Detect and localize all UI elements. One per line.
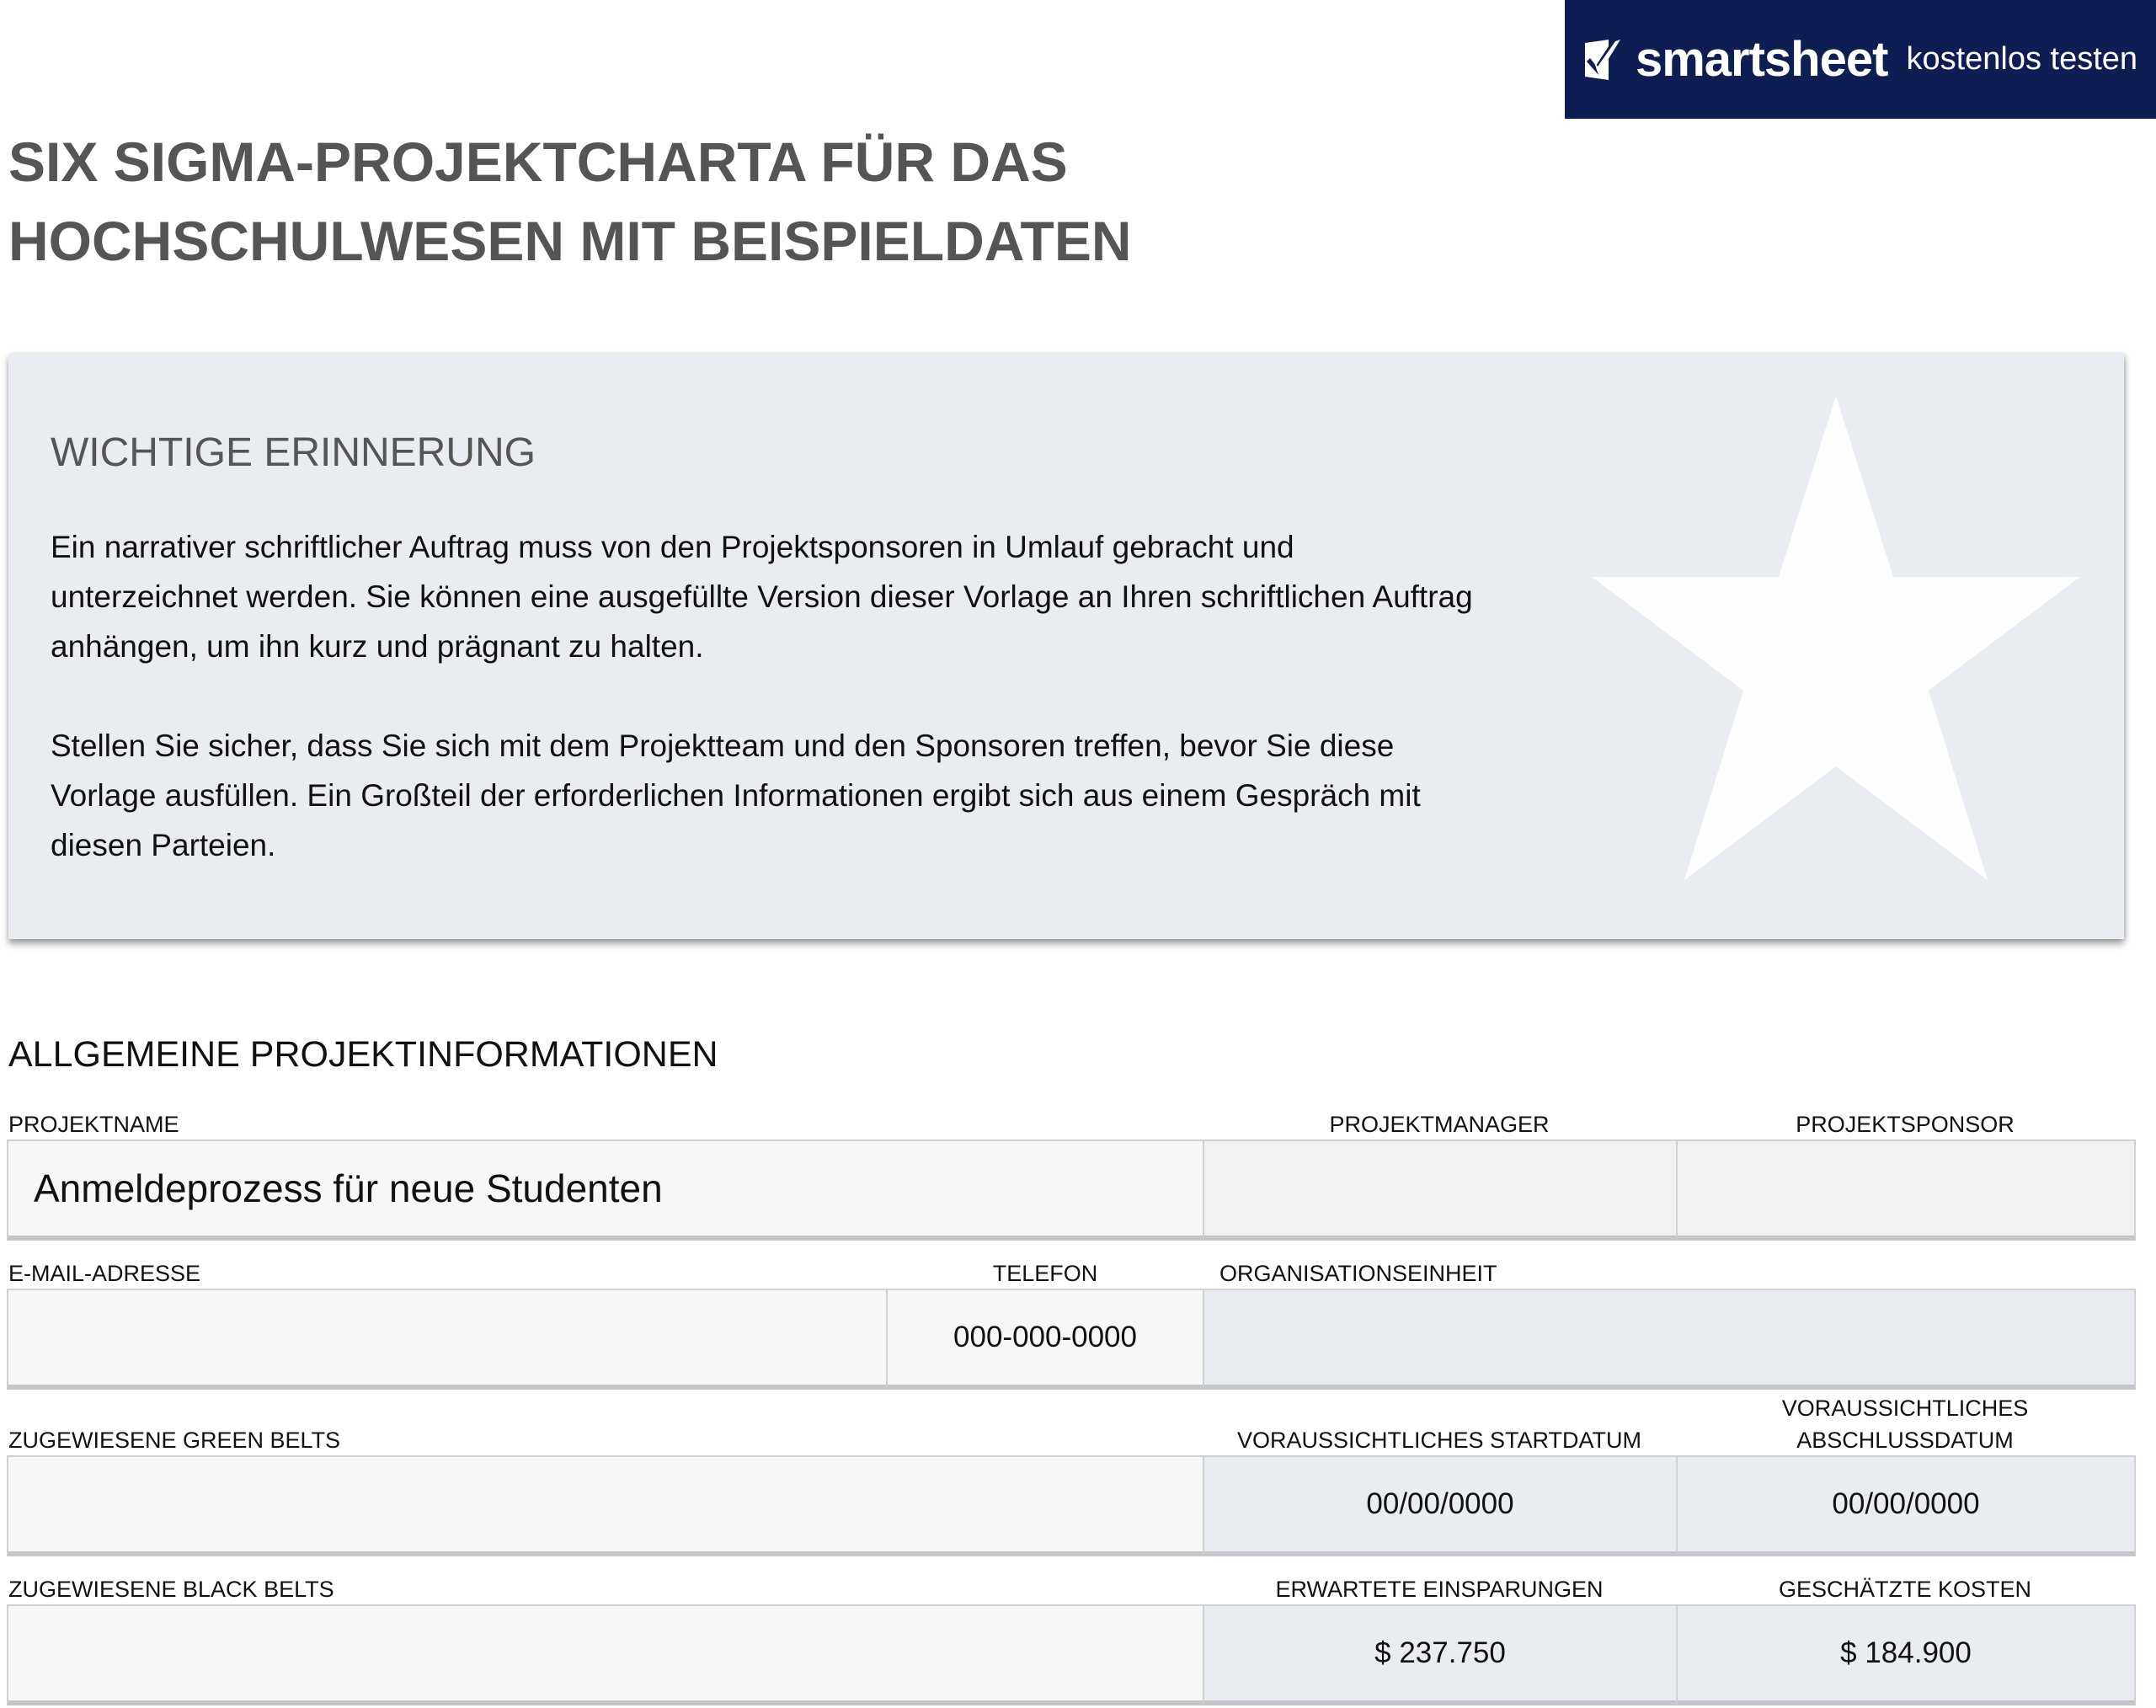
page-title: SIX SIGMA-PROJEKTCHARTA FÜR DAS HOCHSCHULWESEN MIT BEISPIELDATEN — [8, 131, 1132, 272]
black-belts-field[interactable] — [7, 1604, 1204, 1705]
end-date-label-line1: VORAUSSICHTLICHES — [1781, 1396, 2029, 1421]
expected-savings-field[interactable]: $ 237.750 — [1203, 1604, 1678, 1705]
email-field[interactable] — [7, 1289, 888, 1390]
org-unit-label: ORGANISATIONSEINHEIT — [1219, 1261, 1497, 1286]
reminder-paragraph-2: Stellen Sie sicher, dass Sie sich mit dem Projektteam und den Sponsoren treffen, bevor Sie diese Vorlage ausfüllen. Ein Großteil der erforderlichen Informationen ergibt sich aus einem Gespräch mit diesen Parteien. — [51, 729, 1421, 862]
project-name-field[interactable]: Anmeldeprozess für neue Studenten — [7, 1140, 1204, 1241]
green-belts-label: ZUGEWIESENE GREEN BELTS — [8, 1428, 341, 1453]
org-unit-field[interactable] — [1203, 1289, 2136, 1390]
project-sponsor-label: PROJEKTSPONSOR — [1796, 1112, 2015, 1137]
star-icon — [1592, 396, 2080, 880]
estimated-cost-label: GESCHÄTZTE KOSTEN — [1778, 1577, 2032, 1602]
section-title: ALLGEMEINE PROJEKTINFORMATIONEN — [8, 1034, 718, 1075]
expected-savings-label: ERWARTETE EINSPARUNGEN — [1275, 1577, 1604, 1602]
reminder-paragraph-1: Ein narrativer schriftlicher Auftrag muss von den Projektsponsoren in Umlauf gebracht und unterzeichnet werden. Sie können eine ausgefüllte Version dieser Vorlage an Ihren schriftlichen Auftrag anhängen, um ihn kurz und prägnant zu halten. — [51, 530, 1473, 664]
end-date-field[interactable]: 00/00/0000 — [1676, 1455, 2136, 1556]
start-date-label: VORAUSSICHTLICHES STARTDATUM — [1236, 1428, 1642, 1453]
start-date-field[interactable]: 00/00/0000 — [1203, 1455, 1678, 1556]
project-sponsor-field[interactable] — [1676, 1140, 2136, 1241]
free-trial-link[interactable]: kostenlos testen — [1906, 41, 2138, 77]
estimated-cost-field[interactable]: $ 184.900 — [1676, 1604, 2136, 1705]
project-manager-field[interactable] — [1203, 1140, 1678, 1241]
phone-label: TELEFON — [992, 1261, 1098, 1286]
email-label: E-MAIL-ADRESSE — [8, 1261, 201, 1286]
reminder-heading: WICHTIGE ERINNERUNG — [51, 430, 536, 475]
smartsheet-logo-icon — [1583, 38, 1624, 82]
brand-name: smartsheet — [1635, 32, 1888, 87]
smartsheet-trial-banner[interactable] — [1565, 0, 2156, 119]
project-name-label: PROJEKTNAME — [8, 1112, 179, 1137]
black-belts-label: ZUGEWIESENE BLACK BELTS — [8, 1577, 334, 1602]
green-belts-field[interactable] — [7, 1455, 1204, 1556]
end-date-label-line2: ABSCHLUSSDATUM — [1796, 1428, 2014, 1453]
reminder-box — [8, 354, 2124, 939]
project-manager-label: PROJEKTMANAGER — [1329, 1112, 1550, 1137]
phone-field[interactable]: 000-000-0000 — [886, 1289, 1204, 1390]
